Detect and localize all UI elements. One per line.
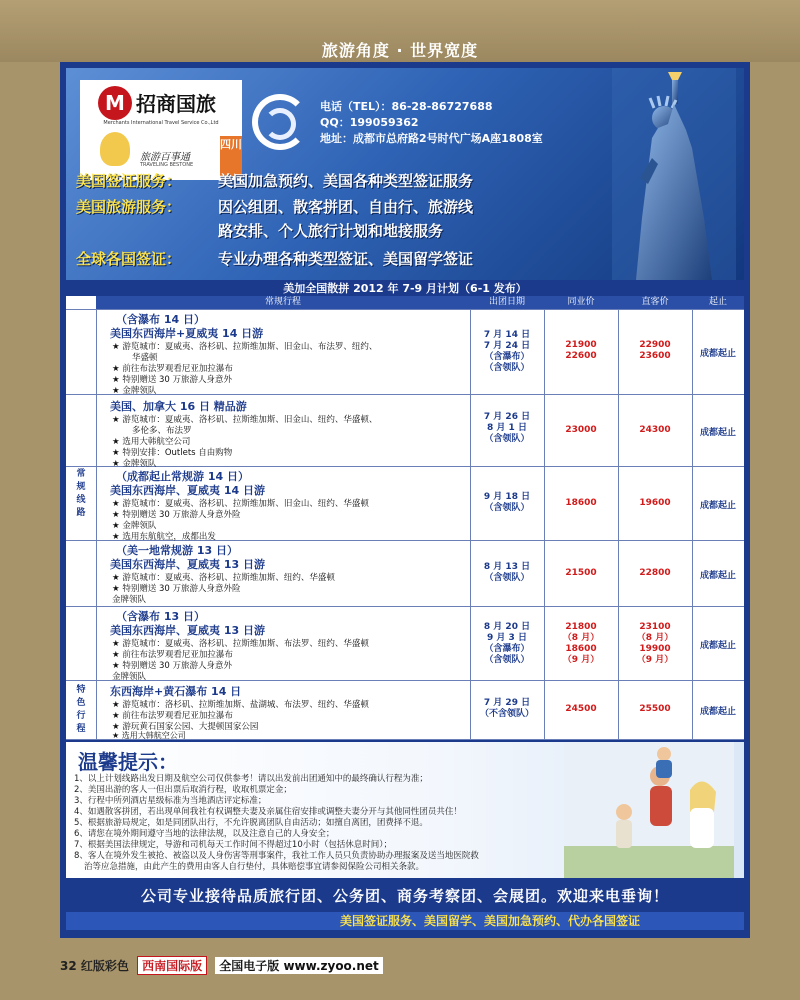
service-label: 美国旅游服务： bbox=[76, 198, 182, 216]
tour-detail: ★ 游览城市：夏威夷、洛杉矶、拉斯维加斯、布法罗、纽约、华盛顿 bbox=[112, 639, 369, 649]
tour-subtitle: （含瀑布 14 日） bbox=[116, 313, 205, 326]
tour-detail: 金牌领队 bbox=[112, 672, 147, 682]
row-divider bbox=[66, 394, 744, 395]
tour-detail: ★ 前往布法罗观看尼亚加拉瀑布 bbox=[112, 711, 233, 721]
service-slogan: 美国签证服务、美国留学、美国加急预约、代办各国签证 bbox=[66, 912, 744, 930]
tips-title: 温馨提示： bbox=[78, 750, 178, 774]
tour-detail: ★ 金牌领队 bbox=[112, 521, 157, 531]
tour-title: 美国东西海岸、夏威夷 13 日游 bbox=[110, 624, 265, 637]
tip-item: 4、如遇散客拼团，若出现单间我社有权调整夫妻及亲属住宿安排或调整夫妻分开与其他同性团员共住！ bbox=[74, 807, 462, 817]
direct-price: 19600 bbox=[639, 498, 671, 508]
column-header: 同业价 bbox=[544, 296, 618, 309]
departure-dates: 8 月 13 日 （含领队） bbox=[483, 562, 531, 583]
service-label: 全球各国签证： bbox=[76, 250, 182, 268]
departure-dates: 7 月 26 日 8 月 1 日 （含领队） bbox=[483, 412, 531, 444]
column-header: 出团日期 bbox=[470, 296, 544, 309]
row-divider bbox=[66, 606, 744, 607]
agent-price: 24500 bbox=[565, 704, 597, 714]
tour-subtitle: （成都起止常规游 14 日） bbox=[116, 470, 249, 483]
direct-price: 24300 bbox=[639, 425, 671, 435]
company-logo bbox=[80, 80, 242, 180]
depart-city: 成都起止 bbox=[699, 501, 736, 511]
tour-detail: ★ 游览城市：夏威夷、洛杉矶、拉斯维加斯、旧金山、纽约、华盛顿、 bbox=[112, 415, 378, 425]
contact-address: 地址：成都市总府路2号时代广场A座1808室 bbox=[320, 132, 543, 145]
page-heading: 旅游角度 · 世界宽度 bbox=[321, 41, 479, 60]
tour-detail: ★ 前往布法罗观看尼亚加拉瀑布 bbox=[112, 364, 233, 374]
company-slogan: 公司专业接待品质旅行团、公务团、商务考察团、会展团。欢迎来电垂询！ bbox=[66, 882, 744, 910]
tour-detail: ★ 金牌领队 bbox=[112, 459, 157, 469]
tip-item: 5、根据旅游局规定，如是同团队出行，不允许脱离团队自由活动；如擅自离团，团费择不退。 bbox=[74, 818, 428, 828]
tour-title: 美国东西海岸+夏威夷 14 日游 bbox=[110, 327, 264, 340]
sub-brand: 旅游百事通 bbox=[140, 152, 190, 163]
logo-name: 招商国旅 bbox=[136, 92, 216, 116]
tour-detail: ★ 特别安排：Outlets 自由购物 bbox=[112, 448, 233, 458]
service-text: 专业办理各种类型签证、美国留学签证 bbox=[218, 250, 474, 268]
departure-dates: 7 月 14 日 7 月 24 日 （含瀑布） （含领队） bbox=[483, 330, 531, 373]
mascot-icon bbox=[100, 132, 130, 166]
contact-phone: 电话（TEL）：86-28-86727688 bbox=[320, 100, 493, 113]
tour-detail: ★ 特别赠送 30 万旅游人身意外险 bbox=[112, 510, 241, 520]
column-header: 常规行程 bbox=[96, 296, 470, 309]
tour-detail: ★ 前往布法罗观看尼亚加拉瀑布 bbox=[112, 650, 233, 660]
depart-city: 成都起止 bbox=[699, 428, 736, 438]
tip-item: 6、请您在境外期间遵守当地的法律法规，以及注意自己的人身安全； bbox=[74, 829, 335, 839]
service-text: 因公组团、散客拼团、自由行、旅游线 bbox=[218, 198, 474, 216]
tour-detail: ★ 游览城市：夏威夷、洛杉矶、拉斯维加斯、旧金山、纽约、华盛顿 bbox=[112, 499, 369, 509]
tour-title: 美国、加拿大 16 日 精品游 bbox=[110, 400, 247, 413]
logo-english: Merchants International Travel Service Co.,Ltd bbox=[103, 120, 219, 126]
tour-detail: 多伦多、布法罗 bbox=[132, 426, 192, 436]
direct-price: 25500 bbox=[639, 704, 671, 714]
category-special: 特 色 行 程 bbox=[76, 685, 86, 734]
agent-price: 21900 22600 bbox=[565, 340, 597, 361]
column-divider bbox=[692, 309, 693, 740]
page-number: 32 红版彩色 bbox=[60, 959, 129, 973]
depart-city: 成都起止 bbox=[699, 641, 736, 651]
depart-city: 成都起止 bbox=[699, 571, 736, 581]
tour-detail: ★ 选用东航航空，成都出发 bbox=[112, 532, 216, 542]
tour-schedule-table bbox=[66, 282, 744, 740]
row-divider bbox=[66, 466, 744, 467]
sub-brand-english: TRAVELING BESTONE bbox=[140, 162, 194, 168]
tour-detail: ★ 特别赠送 30 万旅游人身意外 bbox=[112, 661, 233, 671]
row-divider bbox=[66, 309, 744, 310]
tour-detail: ★ 金牌领队 bbox=[112, 386, 157, 396]
tour-title: 东西海岸+黄石瀑布 14 日 bbox=[110, 685, 242, 698]
tour-title: 美国东西海岸、夏威夷 14 日游 bbox=[110, 484, 265, 497]
service-text: 美国加急预约、美国各种类型签证服务 bbox=[218, 172, 474, 190]
tour-detail: ★ 特别赠送 30 万旅游人身意外 bbox=[112, 375, 233, 385]
table-title: 美加全国散拼 2012 年 7-9 月计划（6-1 发布） bbox=[66, 282, 744, 296]
tip-item: 治等应急措施，由此产生的费用由客人自行垫付，具体赔偿事宜请参阅保险公司相关条款。 bbox=[84, 862, 425, 872]
contact-qq: QQ：199059362 bbox=[320, 116, 419, 129]
tour-detail: 华盛顿 bbox=[132, 353, 158, 363]
tour-detail: ★ 游览城市：夏威夷、洛杉矶、拉斯维加斯、旧金山、布法罗、纽约、 bbox=[112, 342, 378, 352]
direct-price: 23100 （8 月） 19900 （9 月） bbox=[636, 622, 674, 665]
agent-price: 18600 bbox=[565, 498, 597, 508]
logo-mark-icon: M bbox=[98, 86, 132, 120]
tour-detail: 金牌领队 bbox=[112, 595, 147, 605]
departure-dates: 8 月 20 日 9 月 3 日 （含瀑布） （含领队） bbox=[483, 622, 531, 665]
tour-detail: ★ 游览城市：洛杉矶、拉斯维加斯、盐湖城、布法罗、纽约、华盛顿 bbox=[112, 700, 369, 710]
tips-section bbox=[66, 742, 744, 878]
tour-subtitle: （含瀑布 13 日） bbox=[116, 610, 205, 623]
tour-title: 美国东西海岸、夏威夷 13 日游 bbox=[110, 558, 265, 571]
tour-detail: ★ 游览城市：夏威夷、洛杉矶、拉斯维加斯、纽约、华盛顿 bbox=[112, 573, 335, 583]
service-label: 美国签证服务： bbox=[76, 172, 182, 190]
ad-header bbox=[66, 68, 744, 280]
tour-detail: ★ 特别赠送 30 万旅游人身意外险 bbox=[112, 584, 241, 594]
statue-of-liberty-icon bbox=[612, 68, 736, 280]
direct-price: 22900 23600 bbox=[639, 340, 671, 361]
tour-detail: ★ 选用大韩航空公司 bbox=[112, 731, 186, 740]
phone-logo-inner-icon bbox=[264, 108, 296, 140]
column-divider bbox=[96, 309, 97, 740]
tour-detail: ★ 选用大韩航空公司 bbox=[112, 437, 191, 447]
section-badge: 西南国际版 bbox=[137, 956, 207, 975]
tip-item: 1、以上计划线路出发日期及航空公司仅供参考！请以出发前出团通知中的最终确认行程为准； bbox=[74, 774, 428, 784]
direct-price: 22800 bbox=[639, 568, 671, 578]
tip-item: 7、根据美国法律规定，导游和司机每天工作时间不得超过10小时（包括休息时间）； bbox=[74, 840, 392, 850]
departure-dates: 9 月 18 日 （含领队） bbox=[483, 492, 531, 513]
tip-item: 2、美国出游的客人一但出票后取消行程，收取机票定金； bbox=[74, 785, 292, 795]
depart-city: 成都起止 bbox=[699, 349, 736, 359]
service-text: 路安排、个人旅行计划和地接服务 bbox=[218, 222, 444, 240]
tip-item: 3、行程中所列酒店星级标准为当地酒店评定标准； bbox=[74, 796, 267, 806]
family-photo-icon bbox=[564, 742, 734, 878]
column-header: 起止 bbox=[692, 296, 744, 309]
tip-item: 8、客人在境外发生被抢、被盗以及人身伤害等刑事案件，我社工作人员只负责协助办理报案及送当地医院救 bbox=[74, 851, 479, 861]
category-regular: 常 规 线 路 bbox=[76, 469, 86, 518]
column-divider bbox=[544, 309, 545, 740]
column-divider bbox=[618, 309, 619, 740]
agent-price: 21500 bbox=[565, 568, 597, 578]
page-footer bbox=[60, 956, 383, 975]
agent-price: 23000 bbox=[565, 425, 597, 435]
agent-price: 21800 （8 月） 18600 （9 月） bbox=[562, 622, 600, 665]
column-header: 直客价 bbox=[618, 296, 692, 309]
tour-detail: ★ 游玩黄石国家公园、大提顿国家公园 bbox=[112, 722, 259, 732]
tour-subtitle: （美一地常规游 13 日） bbox=[116, 544, 238, 557]
website-link[interactable]: 全国电子版 www.zyoo.net bbox=[215, 957, 383, 974]
row-divider bbox=[66, 680, 744, 681]
departure-dates: 7 月 29 日 （不含领队） bbox=[479, 698, 534, 719]
depart-city: 成都起止 bbox=[699, 707, 736, 717]
region-badge: 四川 bbox=[220, 136, 242, 176]
